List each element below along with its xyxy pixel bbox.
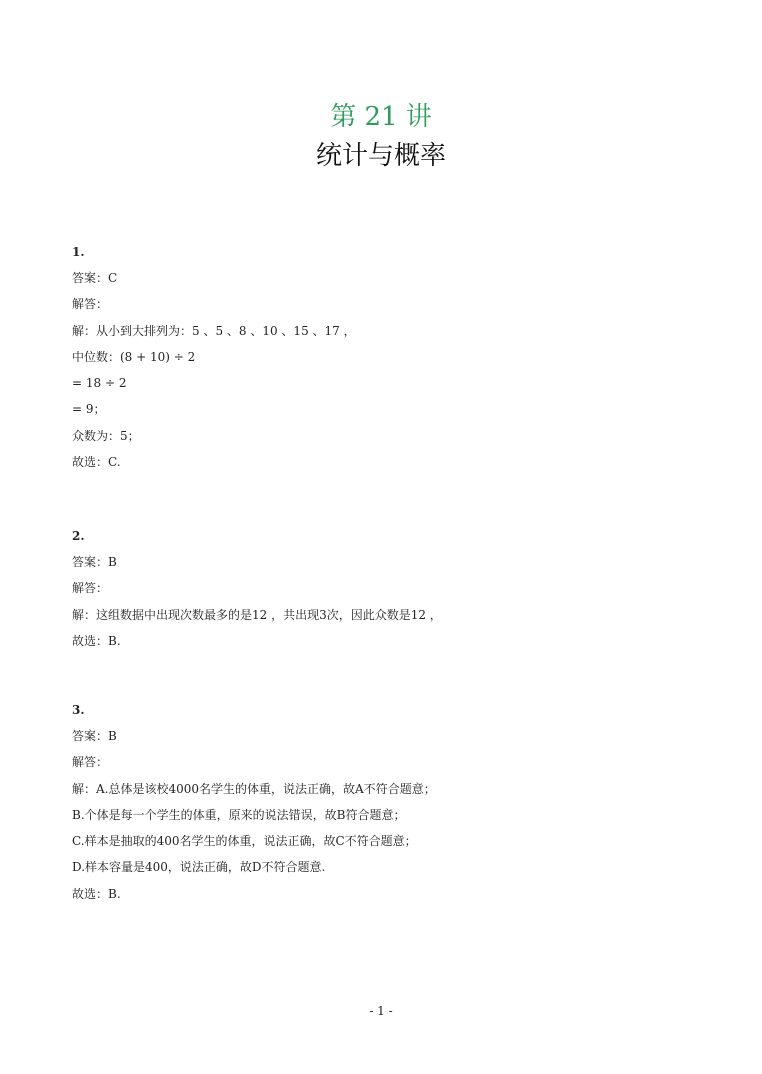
choice-line: 故选：B.: [72, 886, 121, 901]
solution-label: 解答：: [72, 755, 109, 770]
question-2: [72, 523, 712, 654]
question-number: 1.: [72, 245, 85, 259]
solution-line: B.个体是每一个学生的体重，原来的说法错误，故B符合题意；: [72, 807, 406, 822]
question-number: 2.: [72, 529, 85, 543]
answer-line: 答案：C: [72, 271, 118, 285]
solution-label: 解答：: [72, 297, 109, 312]
solution-line: 解：A.总体是该校4000名学生的体重，说法正确，故A不符合题意；: [72, 781, 436, 796]
solution-line: = 18 ÷ 2: [72, 376, 127, 391]
lecture-number: 第 21 讲: [330, 102, 432, 132]
page-header: [0, 98, 762, 176]
answer-line: 答案：B: [72, 555, 117, 569]
page-number: - 1 -: [369, 1004, 393, 1018]
solution-line: 解：从小到大排列为：5 、5 、8 、10 、15 、17 ，: [72, 323, 356, 338]
choice-line: 故选：C.: [72, 455, 121, 470]
question-1: [72, 239, 712, 475]
answer-line: 答案：B: [72, 729, 117, 743]
solution-line: C.样本是抽取的400名学生的体重，说法正确，故C不符合题意；: [72, 834, 417, 849]
solution-line: 众数为：5；: [72, 428, 140, 443]
choice-line: 故选：B.: [72, 633, 121, 648]
solution-line: 解：这组数据中出现次数最多的是12 ，共出现3次，因此众数是12 ，: [72, 607, 442, 622]
solution-label: 解答：: [72, 581, 109, 596]
question-3: [72, 697, 712, 907]
solution-line: D.样本容量是400，说法正确，故D不符合题意.: [72, 860, 326, 875]
solution-line: 中位数：(8 + 10) ÷ 2: [72, 349, 196, 364]
solution-line: = 9；: [72, 402, 106, 417]
question-number: 3.: [72, 703, 85, 717]
page-title: 统计与概率: [315, 141, 446, 171]
